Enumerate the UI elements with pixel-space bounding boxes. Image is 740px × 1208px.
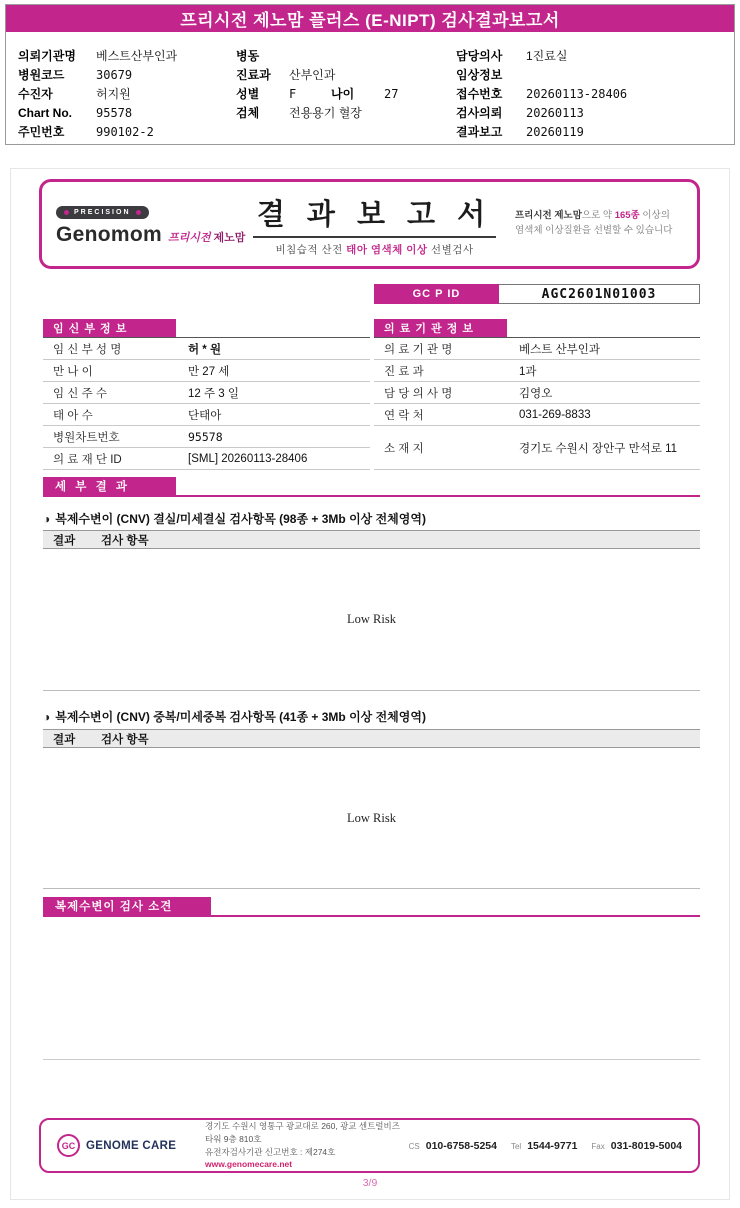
clinic-info-table — [374, 319, 700, 470]
field-label: 담당의사 — [456, 49, 503, 63]
field-label: 병동 — [236, 49, 260, 63]
field-label: 임상정보 — [456, 68, 503, 82]
subtitle-prefix: 비침습적 산전 — [275, 243, 347, 256]
gcpid-label: GC P ID — [374, 284, 499, 304]
row-label: 소 재 지 — [384, 442, 424, 455]
field-value: 30679 — [96, 67, 133, 82]
result-report-title: 결 과 보 고 서 — [253, 192, 496, 238]
address-line1: 경기도 수원시 영통구 광교대로 260, 광교 센트럴비즈타워 9층 810호 — [205, 1121, 400, 1144]
row-label: 담 당 의 사 명 — [384, 387, 453, 400]
genomom-brand — [56, 202, 246, 247]
page-title: 프리시전 제노맘 플러스 (E-NIPT) 검사결과보고서 — [180, 11, 560, 30]
field-value: F — [289, 86, 297, 101]
header-row — [18, 84, 233, 103]
row-label: 임 신 주 수 — [53, 387, 108, 400]
contact-label-cs: CS — [408, 1141, 420, 1151]
genomecare-logo — [57, 1134, 205, 1157]
column-header-items: 검사 항목 — [101, 733, 149, 746]
field-value: 990102-2 — [96, 124, 154, 139]
column-header-result: 결과 — [53, 534, 76, 547]
field-value: 20260113 — [526, 105, 584, 120]
cnv-heading-text: 복제수변이 (CNV) 결실/미세결실 검사항목 (98종 + 3Mb 이상 전체영역) — [55, 512, 426, 526]
contact-value-cs: 010-6758-5254 — [425, 1139, 497, 1152]
field-label: 검사의뢰 — [456, 106, 503, 120]
opinion-section-badge: 복제수변이 검사 소견 — [43, 897, 211, 915]
brand-name-row — [56, 222, 246, 247]
header-row — [456, 46, 726, 65]
field-label: 수진자 — [18, 87, 53, 101]
precision-badge: PRECISION — [56, 206, 149, 219]
field-label: 진료과 — [236, 68, 271, 82]
field-value: 1진료실 — [526, 49, 568, 63]
cnv-duplication-heading — [43, 708, 700, 725]
row-label: 임 신 부 성 명 — [53, 343, 122, 356]
row-label: 병원차트번호 — [53, 431, 120, 444]
table-row — [374, 360, 700, 382]
patient-header-grid — [6, 32, 734, 144]
row-value: 경기도 수원시 장안구 만석로 11 — [519, 442, 678, 455]
table-row — [374, 404, 700, 426]
detail-section-header — [43, 479, 700, 497]
cnv-deletion-heading — [43, 510, 700, 527]
row-value: 12 주 3 일 — [188, 387, 239, 400]
table-row — [374, 426, 700, 470]
cnv-heading-text: 복제수변이 (CNV) 중복/미세중복 검사항목 (41종 + 3Mb 이상 전체영역) — [55, 710, 426, 724]
field-label: 병원코드 — [18, 68, 65, 82]
subtitle-accent: 태아 염색체 이상 — [346, 243, 428, 256]
row-label: 태 아 수 — [53, 409, 93, 422]
row-value: 1과 — [519, 365, 537, 378]
report-title-block — [234, 192, 515, 257]
cnv-deletion-result-area — [43, 549, 700, 691]
page-number: 3/9 — [362, 1177, 378, 1189]
patient-header-col2 — [236, 46, 451, 122]
row-label: 만 나 이 — [53, 365, 93, 378]
field-label: Chart No. — [18, 105, 72, 120]
row-value: 만 27 세 — [188, 365, 230, 378]
column-header-result: 결과 — [53, 733, 76, 746]
footer-address — [205, 1120, 401, 1171]
row-value: 허 * 원 — [188, 343, 222, 356]
row-value: [SML] 20260113-28406 — [188, 452, 308, 465]
field-value: 20260119 — [526, 124, 584, 139]
detail-section-badge: 세 부 결 과 — [43, 477, 176, 495]
field-label: 성별 — [236, 87, 260, 101]
contact-label-fax: Fax — [591, 1141, 605, 1151]
header-row — [236, 84, 451, 103]
field-value: 허지원 — [96, 87, 131, 101]
subtitle-suffix: 선별검사 — [427, 243, 474, 256]
field-label: 검체 — [236, 106, 260, 120]
divider-line — [43, 1059, 700, 1060]
field-value: 20260113-28406 — [526, 86, 628, 101]
table-row — [43, 426, 370, 448]
header-row — [236, 46, 451, 65]
header-row — [236, 65, 451, 84]
website-link[interactable]: www.genomecare.net — [205, 1159, 293, 1170]
row-value: 031-269-8833 — [519, 408, 591, 421]
row-value: 95578 — [188, 429, 223, 444]
table-row — [374, 338, 700, 360]
genomecare-logo-icon: GC — [57, 1134, 80, 1157]
header-row — [456, 65, 726, 84]
report-letterhead — [39, 179, 700, 269]
row-label: 의 료 기 관 명 — [384, 343, 453, 356]
table-row — [43, 382, 370, 404]
half-circle-icon: ◑ — [43, 709, 51, 724]
patient-header-col3 — [456, 46, 726, 141]
contact-label-tel: Tel — [510, 1141, 522, 1151]
promo-brand: 프리시전 제노맘 — [515, 210, 582, 222]
cnv-duplication-table-header — [43, 729, 700, 748]
opinion-section-header — [43, 899, 700, 917]
field-label: 주민번호 — [18, 125, 65, 139]
row-value: 베스트 산부인과 — [519, 343, 600, 356]
contact-value-tel: 1544-9771 — [527, 1139, 578, 1152]
table-title: 의 료 기 관 정 보 — [384, 323, 475, 335]
cnv-duplication-result-area — [43, 748, 700, 889]
column-header-items: 검사 항목 — [101, 534, 149, 547]
field-value: 전용용기 혈장 — [289, 106, 362, 120]
table-row — [43, 338, 370, 360]
cnv-deletion-table-header — [43, 530, 700, 549]
footer-contacts — [401, 1140, 682, 1152]
report-title-bar — [6, 5, 734, 32]
header-row — [456, 103, 726, 122]
brand-kr-genomom: 제노맘 — [213, 231, 246, 244]
table-row — [43, 360, 370, 382]
header-row — [456, 84, 726, 103]
genomecare-logo-text: GENOME CARE — [86, 1139, 177, 1152]
footer — [39, 1118, 700, 1173]
row-label: 연 락 처 — [384, 409, 424, 422]
patient-header-col1 — [18, 46, 233, 141]
field-value: 베스트산부인과 — [96, 49, 178, 63]
field-label: 접수번호 — [456, 87, 503, 101]
promo-text-b: 으로 약 — [581, 210, 615, 222]
header-row — [18, 103, 233, 122]
maternal-info-title — [43, 319, 176, 337]
patient-header-box — [5, 4, 735, 145]
clinic-info-title — [374, 319, 507, 337]
header-row — [456, 122, 726, 141]
contact-value-fax: 031-8019-5004 — [610, 1139, 682, 1152]
field-label: 결과보고 — [456, 125, 503, 139]
table-title: 임 신 부 정 보 — [53, 323, 128, 335]
maternal-info-table — [43, 319, 370, 470]
field-value: 27 — [384, 86, 399, 101]
header-row — [18, 122, 233, 141]
row-label: 진 료 과 — [384, 365, 424, 378]
table-row — [374, 382, 700, 404]
result-value: Low Risk — [347, 612, 396, 626]
field-label: 나이 — [331, 87, 355, 101]
table-row — [43, 404, 370, 426]
header-row — [18, 65, 233, 84]
address-line2: 유전자검사기관 신고번호 : 제274호 — [205, 1146, 336, 1157]
header-row — [236, 103, 451, 122]
promo-line1 — [515, 209, 683, 224]
field-value: 95578 — [96, 105, 133, 120]
report-page — [10, 168, 730, 1200]
field-value: 산부인과 — [289, 68, 336, 82]
row-value: 김영오 — [519, 387, 553, 400]
gcpid-row — [374, 284, 700, 304]
report-subtitle — [234, 242, 515, 257]
maternal-info-body — [43, 337, 370, 470]
genomom-logo: Genomom — [56, 222, 162, 246]
promo-count: 165종 — [614, 210, 640, 222]
promo-text-d: 이상의 — [639, 210, 670, 222]
promo-line2: 염색체 이상질환을 선별할 수 있습니다 — [515, 225, 673, 236]
table-row — [43, 448, 370, 470]
promo-text — [515, 209, 683, 238]
result-value: Low Risk — [347, 810, 396, 825]
row-value: 단태아 — [188, 409, 222, 422]
gcpid-value: AGC2601N01003 — [499, 284, 700, 304]
header-row — [18, 46, 233, 65]
field-label: 의뢰기관명 — [18, 49, 76, 63]
brand-kr-precision: 프리시전 — [167, 231, 211, 244]
row-label: 의 료 재 단 ID — [53, 453, 122, 466]
clinic-info-body — [374, 337, 700, 470]
half-circle-icon: ◑ — [43, 511, 51, 526]
